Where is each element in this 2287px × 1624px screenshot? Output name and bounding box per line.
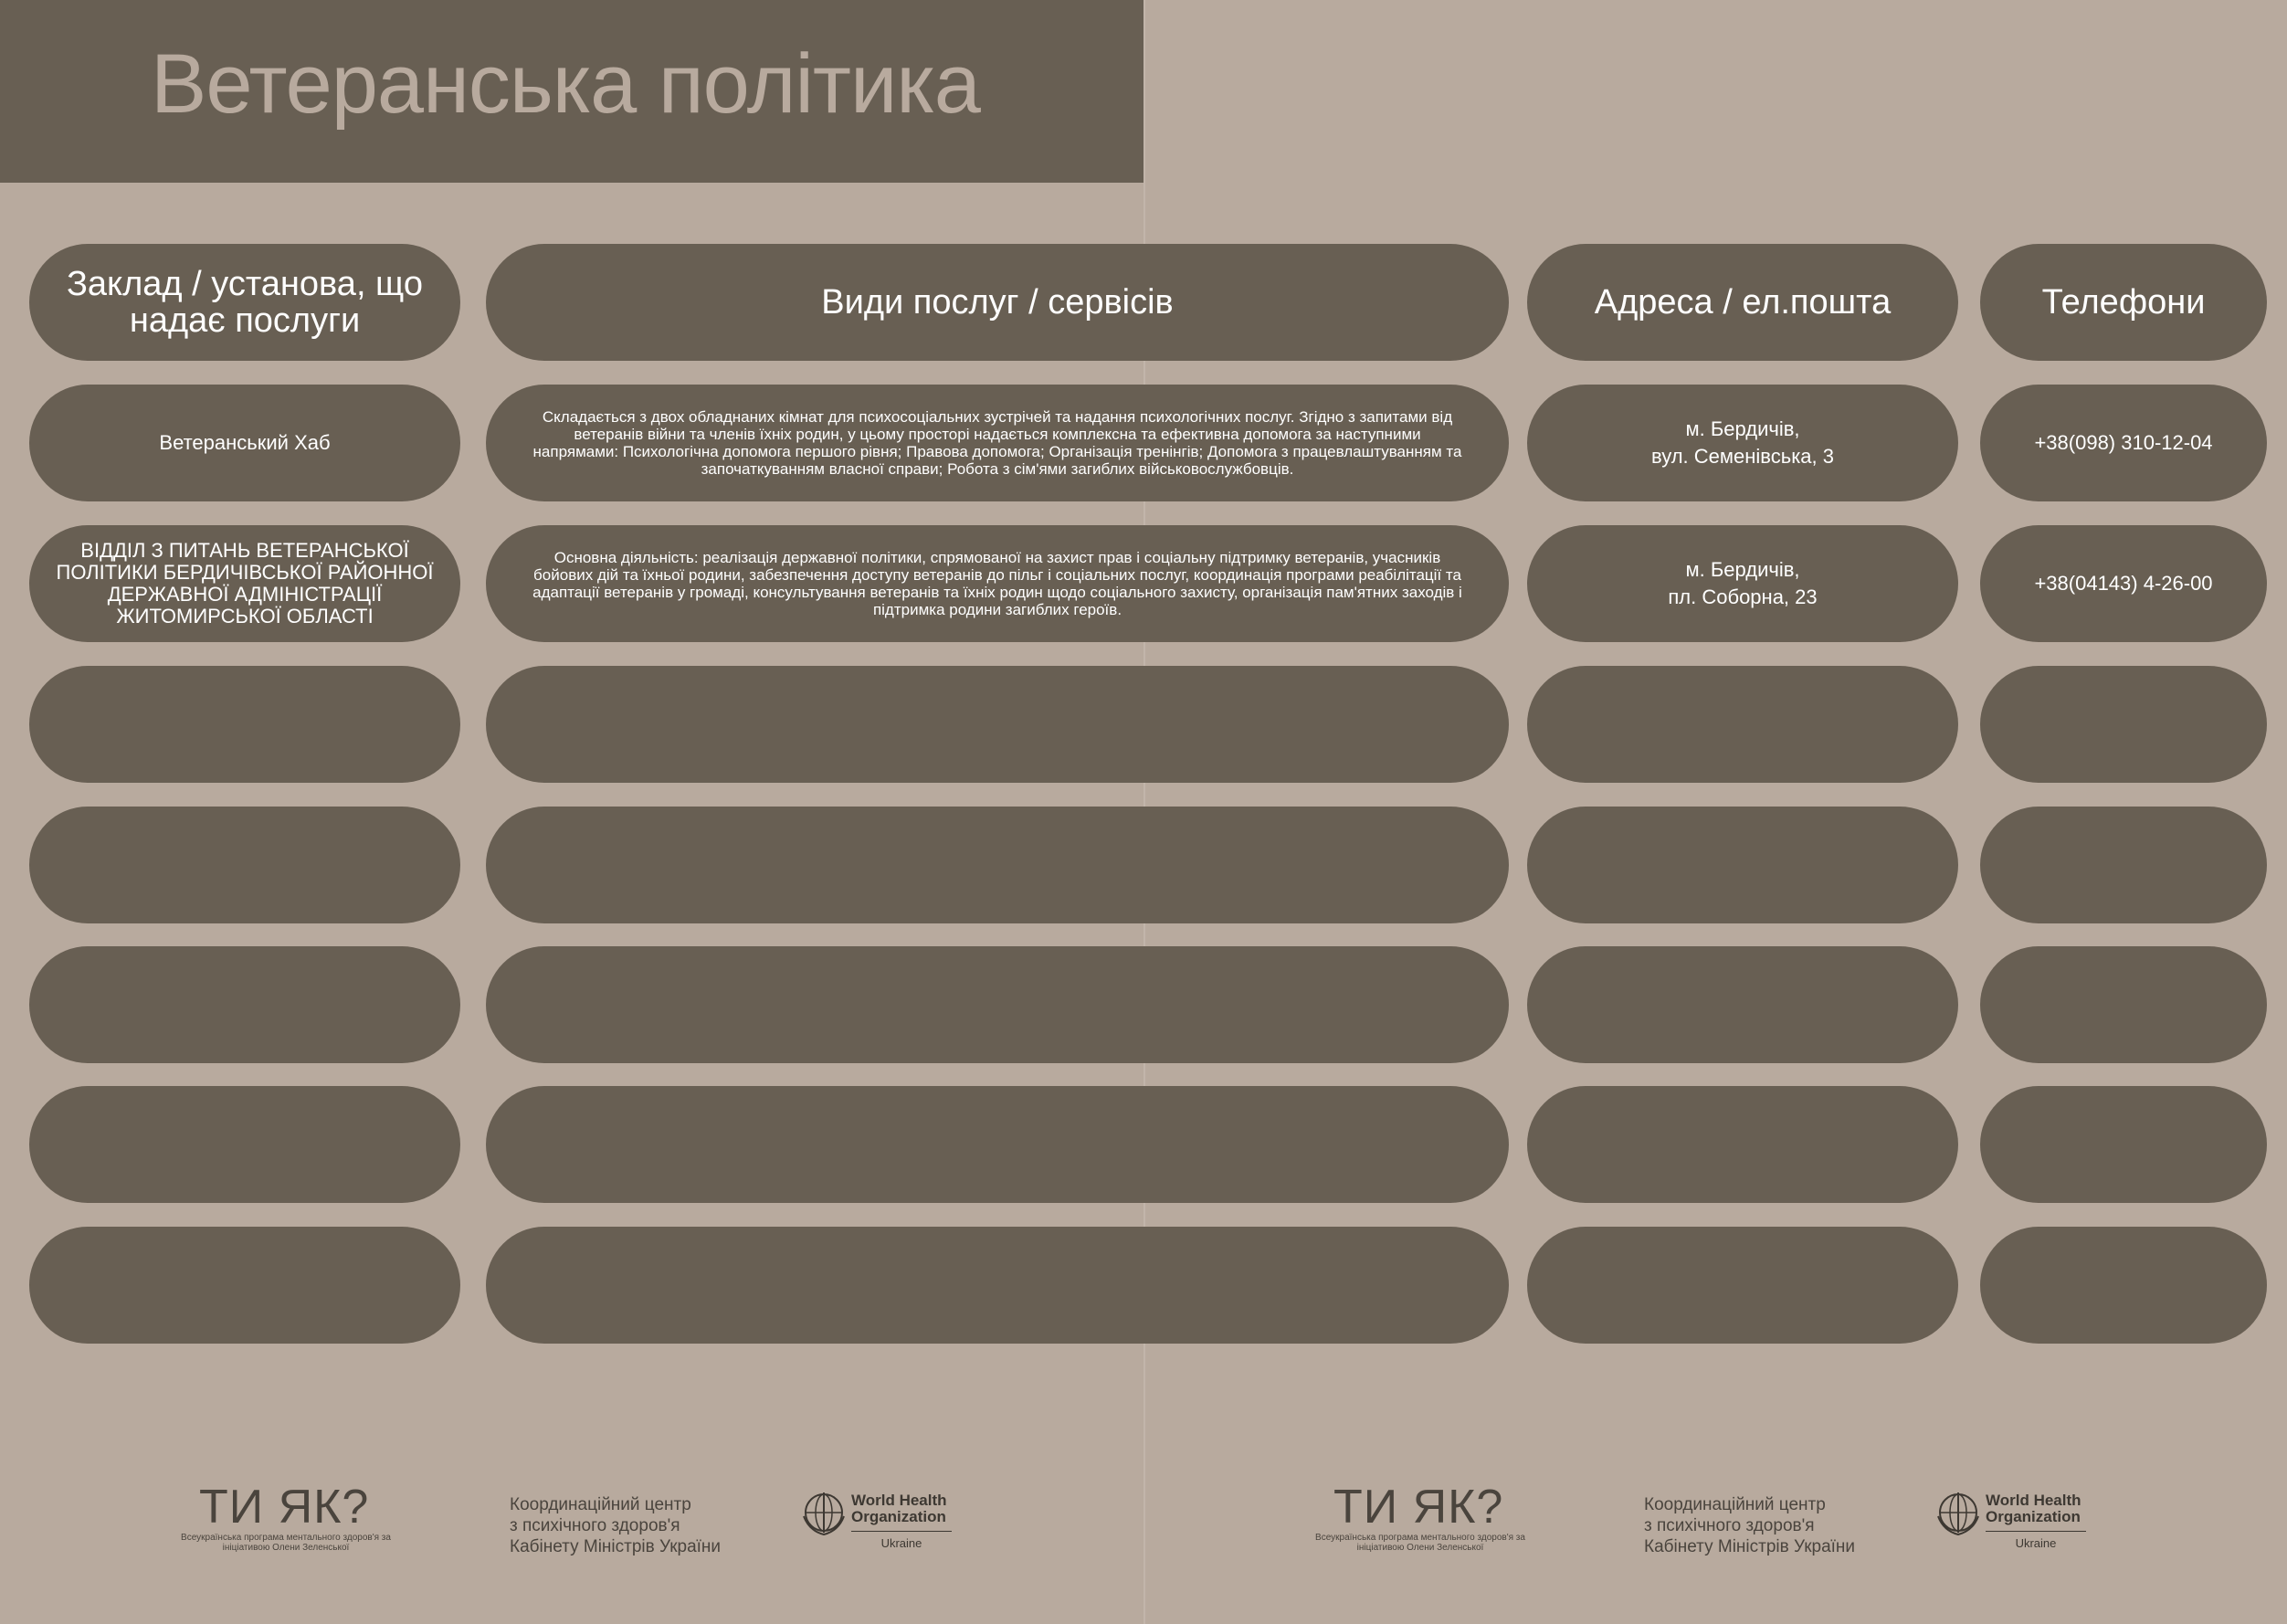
- who-name: [1986, 1492, 2081, 1525]
- row-1-institution: Ветеранський Хаб: [29, 385, 460, 501]
- who-divider: [851, 1531, 952, 1532]
- who-name: [851, 1492, 947, 1525]
- tyyak-logo-text: ТИ ЯК?: [1333, 1481, 1504, 1534]
- coordination-line-1: Координаційний центр: [1644, 1495, 1826, 1514]
- tyyak-logo: [172, 1482, 409, 1553]
- empty-cell: [1527, 666, 1958, 783]
- empty-cell: [29, 1227, 460, 1344]
- empty-cell: [29, 666, 460, 783]
- header-services: Види послуг / сервісів: [486, 244, 1509, 361]
- empty-cell: [1527, 1227, 1958, 1344]
- empty-cell: [1980, 1086, 2267, 1203]
- row-2-phone[interactable]: +38(04143) 4-26-00: [1980, 525, 2267, 642]
- tyyak-logo: [1306, 1482, 1544, 1553]
- empty-cell: [486, 807, 1509, 923]
- tyyak-tagline: Всеукраїнська програма ментального здоров'я за ініціативою Олени Зеленської: [181, 1533, 391, 1553]
- row-1-address-line2: вул. Семенівська, 3: [1650, 445, 1834, 468]
- empty-cell: [1980, 946, 2267, 1063]
- empty-cell: [486, 1227, 1509, 1344]
- coordination-center: [1644, 1494, 1855, 1557]
- empty-cell: [486, 666, 1509, 783]
- coordination-line-3: Кабінету Міністрів України: [1644, 1537, 1856, 1556]
- empty-cell: [29, 807, 460, 923]
- empty-cell: [1527, 1086, 1958, 1203]
- who-emblem-icon: [800, 1489, 848, 1536]
- who-country: Ukraine: [2015, 1536, 2057, 1550]
- header-phones: Телефони: [1980, 244, 2267, 361]
- row-1-phone[interactable]: +38(098) 310-12-04: [1980, 385, 2267, 501]
- row-2-address: [1527, 525, 1958, 642]
- page-title: Ветеранська політика: [151, 37, 980, 131]
- who-country: Ukraine: [880, 1536, 922, 1550]
- header-institution: Заклад / установа, що надає послуги: [29, 244, 460, 361]
- row-2-address-line2: пл. Соборна, 23: [1668, 585, 1818, 608]
- row-2-institution: ВІДДІЛ З ПИТАНЬ ВЕТЕРАНСЬКОЇ ПОЛІТИКИ БЕРДИЧІВСЬКОЇ РАЙОННОЇ ДЕРЖАВНОЇ АДМІНІСТРАЦІЇ ЖИТОМИРСЬКОЇ ОБЛАСТІ: [29, 525, 460, 642]
- empty-cell: [29, 946, 460, 1063]
- who-name-line-2: Organization: [1986, 1508, 2081, 1525]
- coordination-line-2: з психічного здоров'я: [1644, 1516, 1815, 1535]
- who-name-line-1: World Health: [1986, 1492, 2081, 1509]
- tyyak-tagline: Всеукраїнська програма ментального здоров'я за ініціативою Олени Зеленської: [1315, 1533, 1525, 1553]
- row-1-services: Складається з двох обладнаних кімнат для психосоціальних зустрічей та надання психологічних послуг. Згідно з запитами від ветеранів війни та членів їхніх родин, у цьому просторі надається комплексна та ефективна допомога за наступними напрямами: Психологічна допомога першого рівня; Правова допомога; Організація тренінгів; Допомога з працевлаштуванням та започаткуванням власної справи; Робота з сім'ями загиблих військовослужбовців.: [486, 385, 1509, 501]
- row-2-services: Основна діяльність: реалізація державної політики, спрямованої на захист прав і соціальну підтримку ветеранів, учасників бойових дій та їхньої родини, забезпечення доступу ветеранів до пільг і соціальних послуг, координація програми реабілітації та адаптації ветеранів у громаді, консультування ветеранів та їхніх родин щодо соціального захисту, організація пам'ятних заходів і підтримка родини загиблих героїв.: [486, 525, 1509, 642]
- coordination-line-2: з психічного здоров'я: [510, 1516, 680, 1535]
- empty-cell: [1527, 946, 1958, 1063]
- who-emblem-icon: [1934, 1489, 1982, 1536]
- coordination-line-3: Кабінету Міністрів України: [510, 1537, 722, 1556]
- empty-cell: [1980, 1227, 2267, 1344]
- coordination-center: [510, 1494, 721, 1557]
- coordination-line-1: Координаційний центр: [510, 1495, 691, 1514]
- empty-cell: [1980, 666, 2267, 783]
- empty-cell: [486, 1086, 1509, 1203]
- row-1-address: [1527, 385, 1958, 501]
- row-1-address-line1: м. Бердичів,: [1685, 417, 1800, 440]
- header-address: Адреса / ел.пошта: [1527, 244, 1958, 361]
- who-divider: [1986, 1531, 2086, 1532]
- empty-cell: [1980, 807, 2267, 923]
- who-name-line-2: Organization: [851, 1508, 946, 1525]
- row-2-address-line1: м. Бердичів,: [1685, 558, 1800, 581]
- empty-cell: [486, 946, 1509, 1063]
- empty-cell: [29, 1086, 460, 1203]
- who-name-line-1: World Health: [851, 1492, 947, 1509]
- footer-logos-right: [1306, 1482, 2128, 1564]
- empty-cell: [1527, 807, 1958, 923]
- footer-logos-left: [172, 1482, 994, 1564]
- title-bar: [0, 0, 1144, 183]
- tyyak-logo-text: ТИ ЯК?: [199, 1481, 370, 1534]
